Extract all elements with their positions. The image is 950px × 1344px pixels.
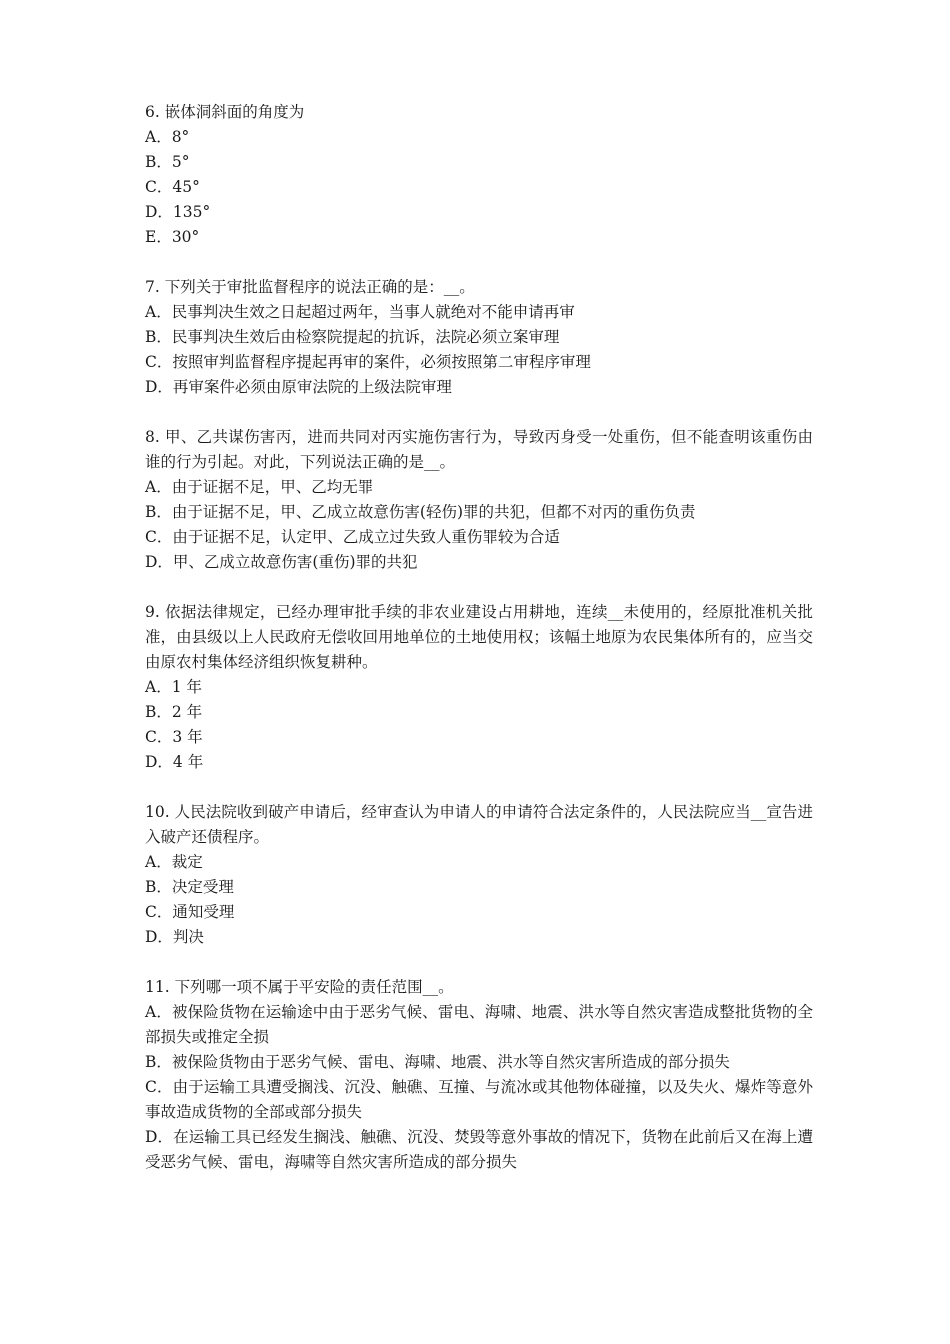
question-9 <box>145 600 813 775</box>
option-d: D．在运输工具已经发生搁浅、触礁、沉没、焚毁等意外事故的情况下，货物在此前后又在海上遭受恶劣气候、雷电，海啸等自然灾害所造成的部分损失 <box>145 1128 813 1171</box>
question-stem: 10. 人民法院收到破产申请后，经审查认为申请人的申请符合法定条件的，人民法院应当__宣告进入破产还债程序。 <box>145 803 813 846</box>
option-a: A．1 年 <box>145 678 202 696</box>
option-b: B．决定受理 <box>145 878 234 896</box>
question-11 <box>145 975 813 1175</box>
option-a: A．被保险货物在运输途中由于恶劣气候、雷电、海啸、地震、洪水等自然灾害造成整批货物的全部损失或推定全损 <box>145 1003 813 1046</box>
option-c: C．3 年 <box>145 728 203 746</box>
option-b: B．民事判决生效后由检察院提起的抗诉，法院必须立案审理 <box>145 328 560 346</box>
option-d: D．判决 <box>145 928 204 946</box>
question-10 <box>145 800 813 950</box>
option-c: C．由于证据不足，认定甲、乙成立过失致人重伤罪较为合适 <box>145 528 560 546</box>
question-stem: 9. 依据法律规定，已经办理审批手续的非农业建设占用耕地，连续__未使用的，经原批准机关批准，由县级以上人民政府无偿收回用地单位的土地使用权；该幅土地原为农民集体所有的，应当交由原农村集体经济组织恢复耕种。 <box>145 603 813 671</box>
document-page <box>145 100 813 1200</box>
question-7 <box>145 275 813 400</box>
option-c: C．通知受理 <box>145 903 235 921</box>
option-a: A．由于证据不足，甲、乙均无罪 <box>145 478 374 496</box>
question-stem: 8. 甲、乙共谋伤害丙，进而共同对丙实施伤害行为，导致丙身受一处重伤，但不能查明该重伤由谁的行为引起。对此，下列说法正确的是__。 <box>145 428 813 471</box>
option-d: D．再审案件必须由原审法院的上级法院审理 <box>145 378 452 396</box>
option-b: B．5° <box>145 153 190 171</box>
option-a: A．8° <box>145 128 190 146</box>
option-d: D．甲、乙成立故意伤害(重伤)罪的共犯 <box>145 553 418 571</box>
option-b: B．被保险货物由于恶劣气候、雷电、海啸、地震、洪水等自然灾害所造成的部分损失 <box>145 1053 730 1071</box>
option-d: D．135° <box>145 203 211 221</box>
option-c: C．按照审判监督程序提起再审的案件，必须按照第二审程序审理 <box>145 353 591 371</box>
option-c: C．45° <box>145 178 200 196</box>
option-a: A．裁定 <box>145 853 203 871</box>
option-d: D．4 年 <box>145 753 204 771</box>
option-c: C．由于运输工具遭受搁浅、沉没、触礁、互撞、与流冰或其他物体碰撞，以及失火、爆炸等意外事故造成货物的全部或部分损失 <box>145 1078 813 1121</box>
question-6 <box>145 100 813 250</box>
option-b: B．2 年 <box>145 703 203 721</box>
question-stem: 6. 嵌体洞斜面的角度为 <box>145 103 305 121</box>
question-8 <box>145 425 813 575</box>
question-stem: 11. 下列哪一项不属于平安险的责任范围__。 <box>145 978 454 996</box>
option-a: A．民事判决生效之日起超过两年，当事人就绝对不能申请再审 <box>145 303 575 321</box>
question-stem: 7. 下列关于审批监督程序的说法正确的是：__。 <box>145 278 475 296</box>
option-e: E．30° <box>145 228 200 246</box>
option-b: B．由于证据不足，甲、乙成立故意伤害(轻伤)罪的共犯，但都不对丙的重伤负责 <box>145 503 696 521</box>
